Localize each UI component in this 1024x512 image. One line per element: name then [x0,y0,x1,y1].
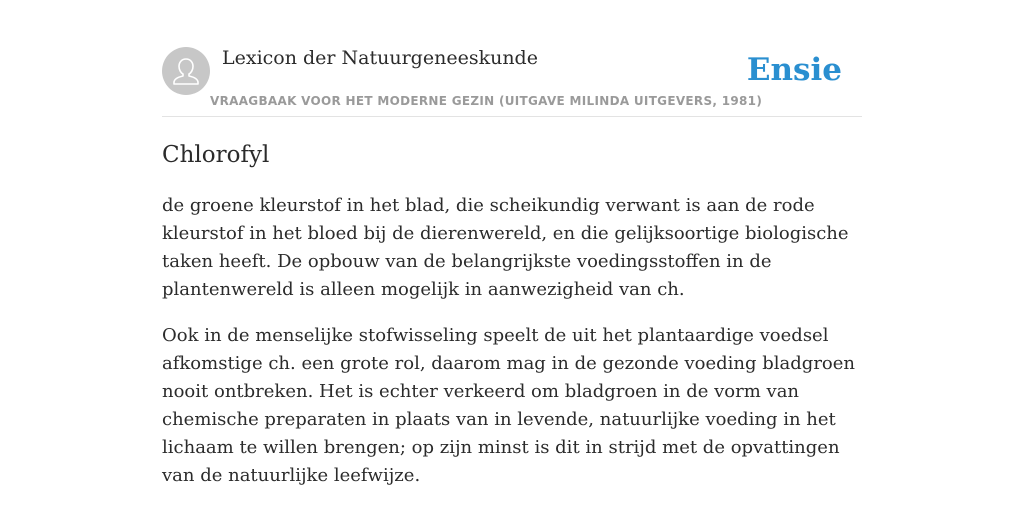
ensie-logo[interactable]: Ensie [746,52,842,88]
entry-content [162,192,862,508]
lexicon-header [162,46,862,117]
entry-paragraph: de groene kleurstof in het blad, die scheikundig verwant is aan de rode kleurstof in het bloed bij de dierenwereld, en die gelijksoortige biologische taken heeft. De opbouw van de belangrijkste voedingsstoffen in de plantenwereld is alleen mogelijk in aanwezigheid van ch. [162,195,849,300]
entry-title: Chlorofyl [162,142,270,168]
avatar[interactable] [162,47,210,95]
lexicon-subtitle: VRAAGBAAK VOOR HET MODERNE GEZIN (UITGAVE MILINDA UITGEVERS, 1981) [210,94,763,108]
entry-paragraph: Ook in de menselijke stofwisseling speelt de uit het plantaardige voedsel afkomstige ch. een grote rol, daarom mag in de gezonde voeding bladgroen nooit ontbreken. Het is echter verkeerd om bladgroen in de vorm van chemische preparaten in plaats van in levende, natuurlijke voeding in het lichaam te willen brengen; op zijn minst is dit in strijd met de opvattingen van de natuurlijke leefwijze. [162,325,856,486]
lexicon-title-link[interactable]: Lexicon der Natuurgeneeskunde [222,47,538,69]
